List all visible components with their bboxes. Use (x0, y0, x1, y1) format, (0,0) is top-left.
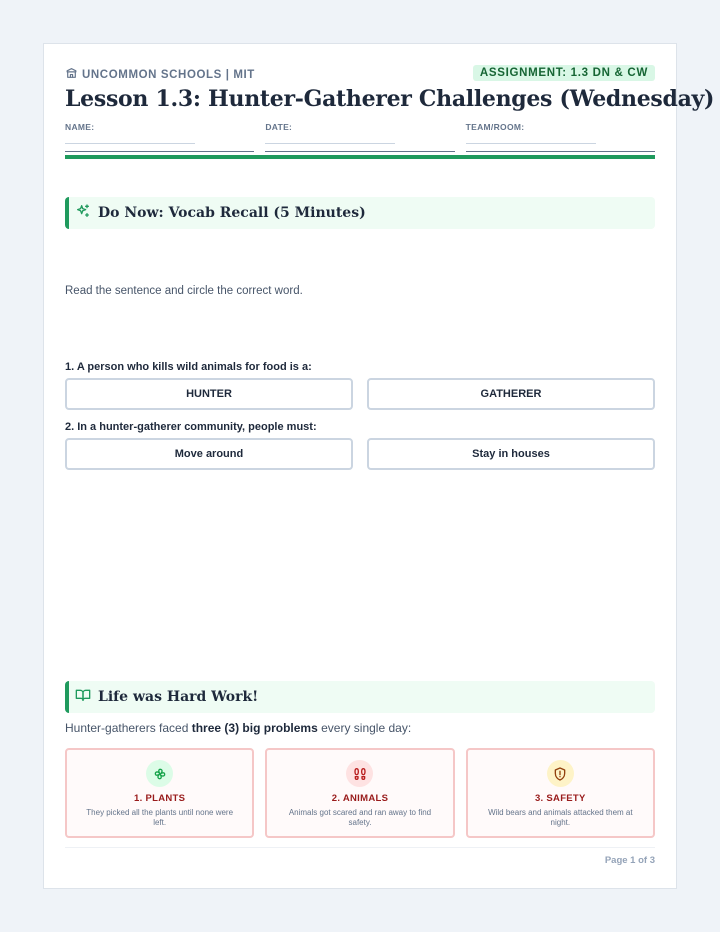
problem-card-safety (466, 748, 655, 838)
shield-alert-icon (547, 760, 574, 787)
clover-icon (146, 760, 173, 787)
do-now-instructions: Read the sentence and circle the correct word. (65, 285, 303, 297)
life-intro: Hunter-gatherers faced three (3) big problems every single day: (65, 721, 412, 735)
life-section-header (65, 681, 655, 713)
question-2: 2. In a hunter-gatherer community, people must: (65, 421, 317, 433)
assignment-badge: ASSIGNMENT: 1.3 DN & CW (473, 65, 655, 81)
worksheet-page (43, 43, 715, 889)
safety-title: 3. SAFETY (534, 793, 586, 804)
do-now-heading: Do Now: Vocab Recall (5 Minutes) (98, 205, 366, 221)
safety-desc: Wild bears and animals attacked them at night. (488, 808, 633, 827)
problem-card-plants (65, 748, 254, 838)
name-field[interactable] (65, 122, 254, 152)
sparkles-icon (75, 203, 91, 224)
q2-option-stay-in-houses[interactable]: Stay in houses (367, 438, 655, 470)
date-label: DATE: (265, 122, 293, 132)
animals-title: 2. ANIMALS (331, 793, 389, 804)
footer-divider (65, 847, 655, 848)
date-field[interactable] (265, 122, 454, 152)
book-open-icon (75, 687, 91, 708)
q1-option-gatherer[interactable]: GATHERER (367, 378, 655, 410)
school-icon (65, 67, 78, 83)
page-title: Lesson 1.3: Hunter-Gatherer Challenges (Wednesday) (65, 86, 715, 112)
animals-desc: Animals got scared and ran away to find safety. (288, 808, 432, 827)
name-label: NAME: (65, 122, 95, 132)
team-room-field[interactable] (466, 122, 655, 152)
header-divider (65, 155, 655, 159)
team-room-label: TEAM/ROOM: (465, 122, 525, 132)
problem-card-animals (265, 748, 454, 838)
brand (65, 67, 255, 83)
footprints-icon (346, 760, 373, 787)
plants-title: 1. PLANTS (134, 793, 186, 804)
life-heading: Life was Hard Work! (98, 689, 259, 705)
question-1: 1. A person who kills wild animals for food is a: (65, 361, 312, 373)
brand-label: UNCOMMON SCHOOLS | MIT (82, 69, 255, 81)
q1-option-hunter[interactable]: HUNTER (65, 378, 353, 410)
do-now-section-header (65, 197, 655, 229)
page-number: Page 1 of 3 (604, 855, 655, 866)
q2-option-move-around[interactable]: Move around (65, 438, 353, 470)
plants-desc: They picked all the plants until none were left. (86, 808, 234, 827)
